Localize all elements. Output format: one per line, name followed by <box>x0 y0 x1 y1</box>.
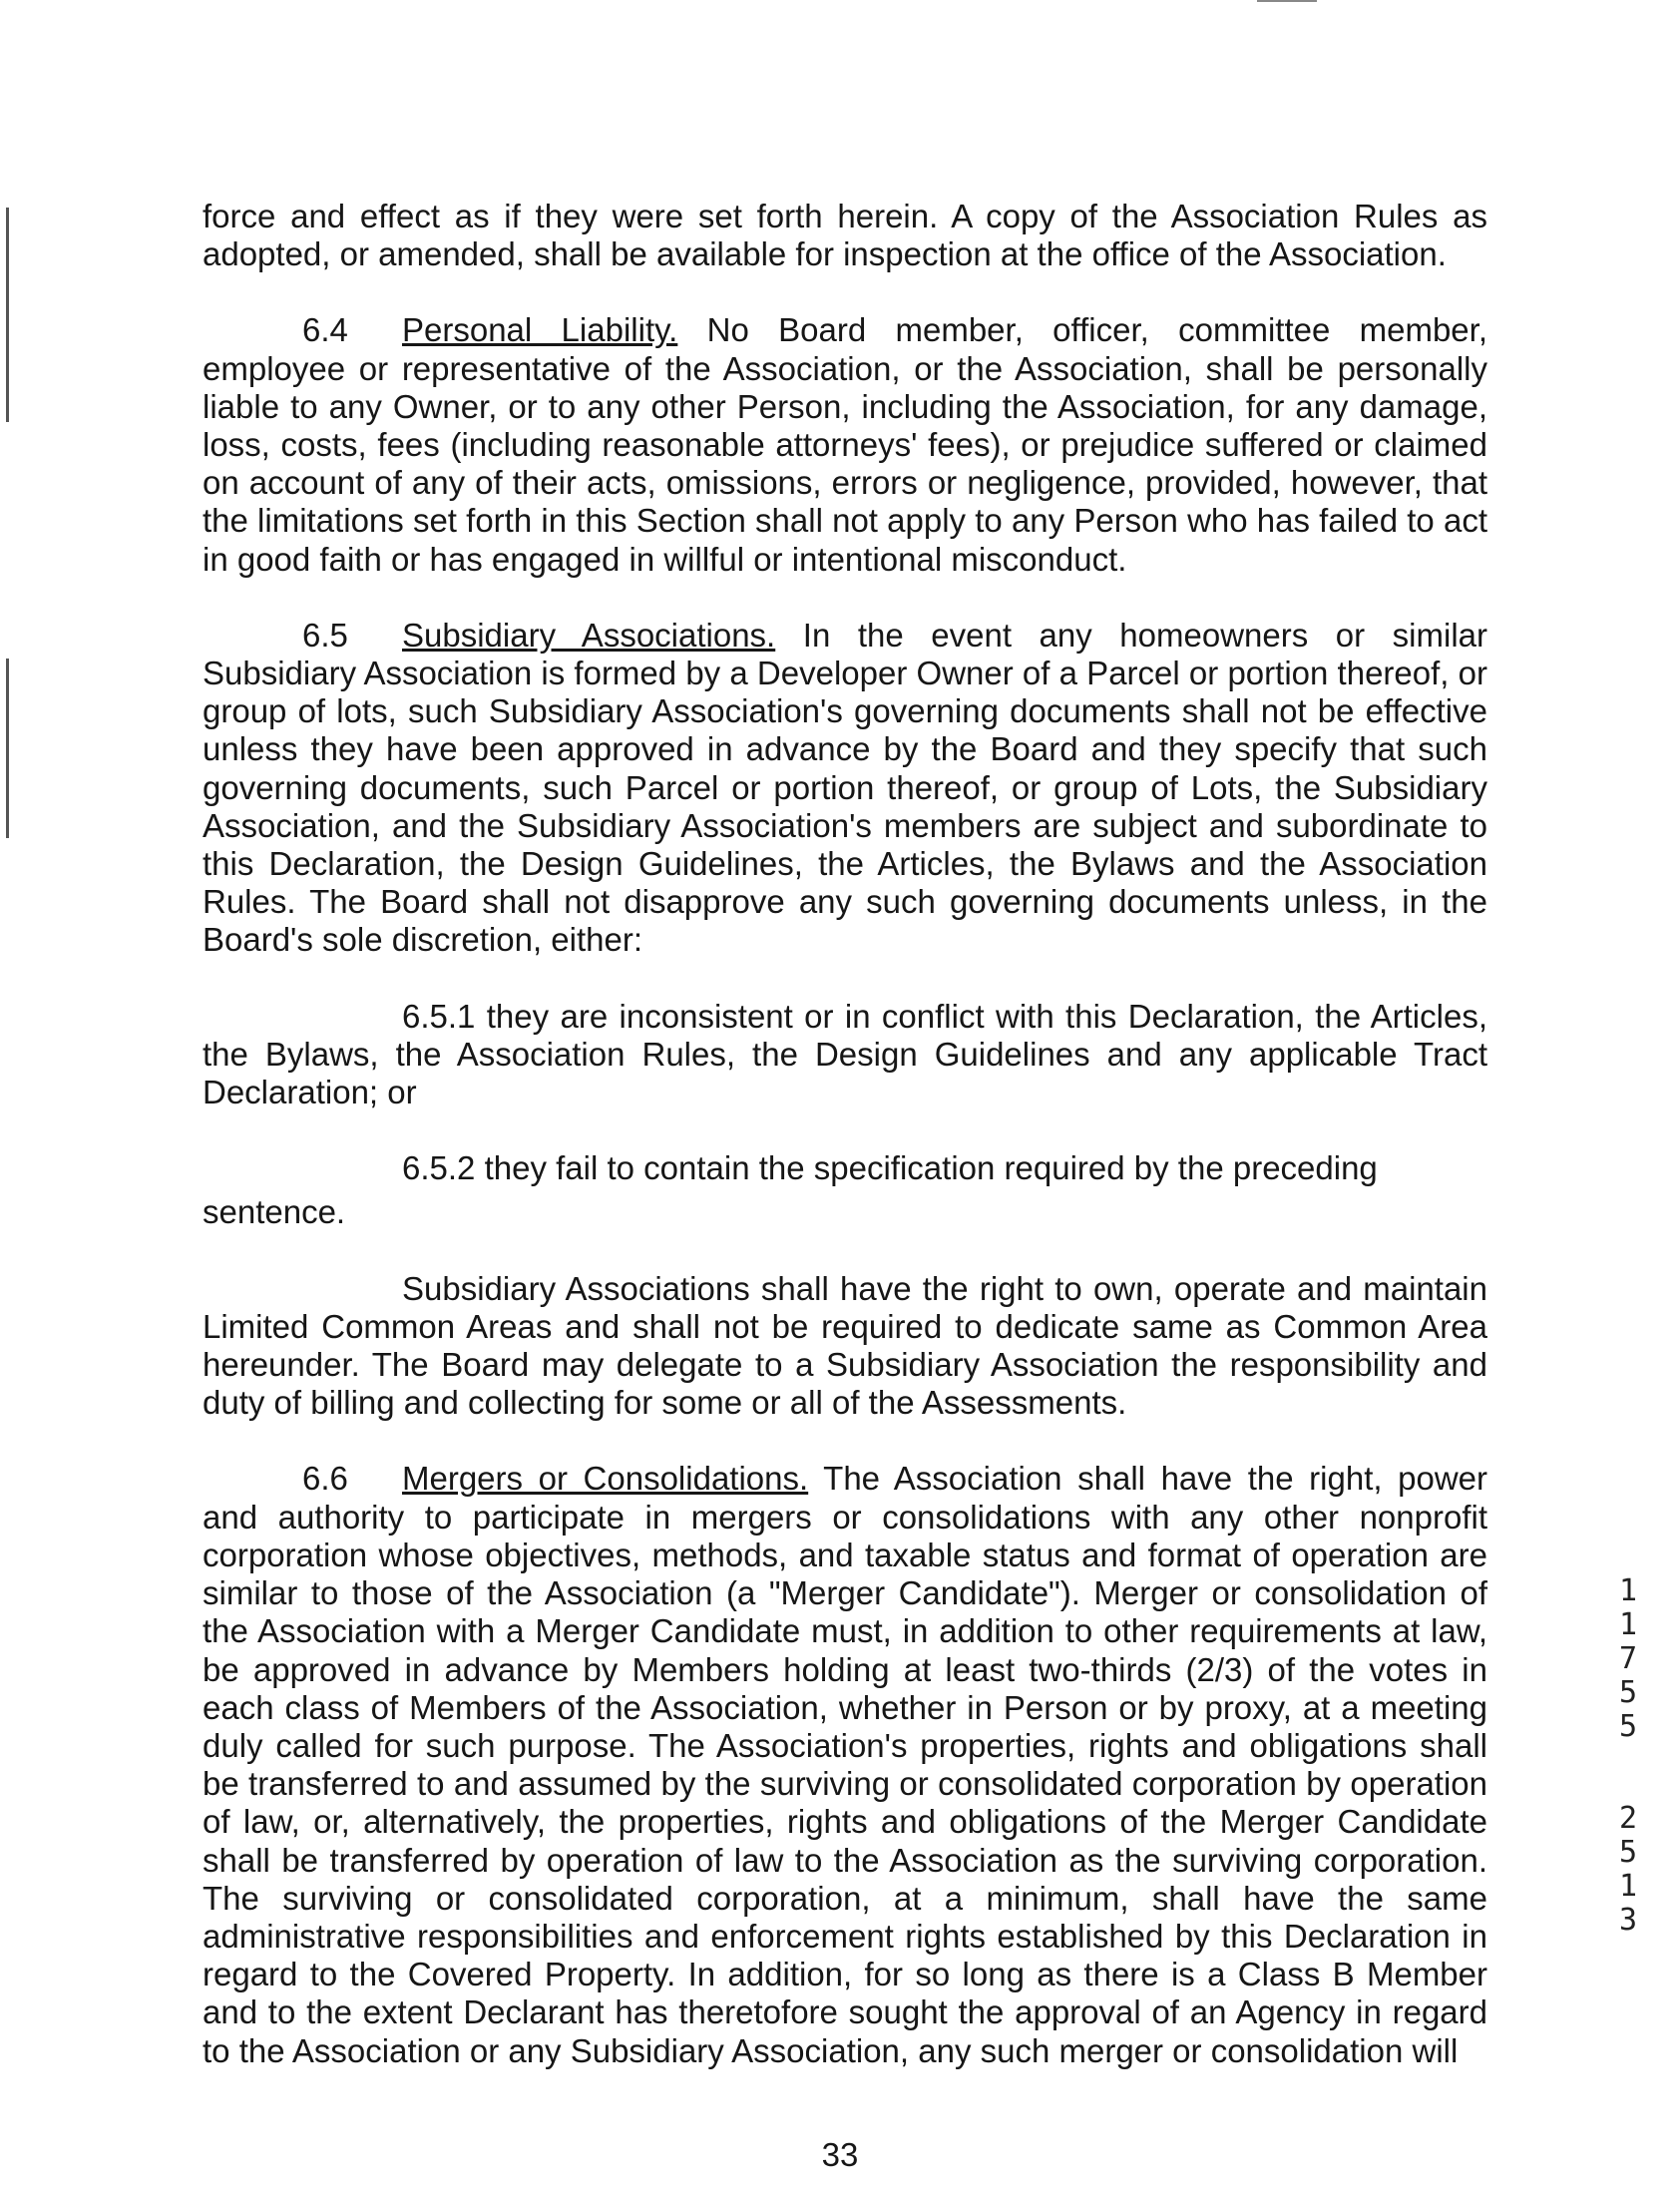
stamp-digit: 7 <box>1618 1641 1638 1676</box>
stamp-digit: 5 <box>1618 1835 1638 1870</box>
stamp-digit: 1 <box>1618 1869 1638 1904</box>
section-number: 6.6 <box>302 1460 348 1498</box>
subsection-6-5-2-continuation: sentence. <box>203 1193 346 1231</box>
stamp-digit: 5 <box>1618 1675 1638 1710</box>
paragraph-continuation: force and effect as if they were set forth herein. A copy of the Association Rules as adopted, or amended, shall be available for inspection at the office of the Association. <box>203 198 1487 273</box>
section-number: 6.5 <box>302 616 348 654</box>
stamp-digit: 1 <box>1618 1607 1638 1642</box>
section-6-4 <box>203 311 1487 578</box>
section-heading: Mergers or Consolidations. <box>402 1460 809 1498</box>
section-body: In the event any homeowners or similar Subsidiary Association is formed by a Developer Owner of a Parcel or portion thereof, or group of lots, such Subsidiary Association's governing documents shall not be effective unless they have been approved in advance by the Board and they specify that such governing documents, such Parcel or portion thereof, or group of Lots, the Subsidiary Association, and the Subsidiary Association's members are subject and subordinate to this Declaration, the Design Guidelines, the Articles, the Bylaws and the Association Rules. The Board shall not disapprove any such governing documents unless, in the Board's sole discretion, either: <box>203 616 1487 959</box>
scan-edge-line <box>6 659 9 838</box>
section-number: 6.4 <box>302 311 348 349</box>
stamp-digit: 1 <box>1618 1573 1638 1608</box>
scan-edge-line <box>6 208 9 422</box>
subsection-6-5-2: 6.5.2 they fail to contain the specification required by the preceding <box>402 1149 1378 1187</box>
subsidiary-rights-paragraph: Subsidiary Associations shall have the right to own, operate and maintain Limited Common Areas and shall not be required to dedicate same as Common Area hereunder. The Board may delegate to a Subsidiary Association the responsibility and duty of billing and collecting for some or all of the Assessments. <box>203 1269 1487 1422</box>
subsection-6-5-1: 6.5.1 they are inconsistent or in conflict with this Declaration, the Articles, the Bylaws, the Association Rules, the Design Guidelines and any applicable Tract Declaration; or <box>203 997 1487 1111</box>
section-6-5 <box>203 617 1487 960</box>
section-6-6 <box>203 1460 1487 2069</box>
section-heading: Subsidiary Associations. <box>402 616 776 654</box>
stamp-digit: 2 <box>1618 1801 1638 1836</box>
page-number: 33 <box>821 2136 859 2173</box>
stamp-digit: 3 <box>1618 1903 1638 1938</box>
scan-mark <box>1257 0 1317 2</box>
document-body <box>203 198 1487 2070</box>
section-body: No Board member, officer, committee member, employee or representative of the Association, or the Association, shall be personally liable to any Owner, or to any other Person, including the Association, for any damage, loss, costs, fees (including reasonable attorneys' fees), or prejudice suffered or claimed on account of any of their acts, omissions, errors or negligence, provided, however, that the limitations set forth in this Section shall not apply to any Person who has failed to act in good faith or has engaged in willful or intentional misconduct. <box>203 311 1487 578</box>
recording-stamp <box>1608 1574 1648 1938</box>
section-heading: Personal Liability. <box>402 311 678 349</box>
stamp-digit: 5 <box>1618 1709 1638 1744</box>
section-body: The Association shall have the right, power and authority to participate in mergers or consolidations with any other nonprofit corporation whose objectives, methods, and taxable status and format of operation are similar to those of the Association (a "Merger Candidate"). Merger or consolidation of the Association with a Merger Candidate must, in addition to other requirements at law, be approved in advance by Members holding at least two-thirds (2/3) of the votes in each class of Members of the Association, whether in Person or by proxy, at a meeting duly called for such purpose. The Association's properties, rights and obligations shall be transferred to and assumed by the surviving or consolidated corporation by operation of law, or, alternatively, the properties, rights and obligations of the Merger Candidate shall be transferred by operation of law to the Association as the surviving corporation. The surviving or consolidated corporation, at a minimum, shall have the same administrative responsibilities and enforcement rights established by this Declaration in regard to the Covered Property. In addition, for so long as there is a Class B Member and to the extent Declarant has theretofore sought the approval of an Agency in regard to the Association or any Subsidiary Association, any such merger or consolidation will <box>203 1460 1487 2069</box>
